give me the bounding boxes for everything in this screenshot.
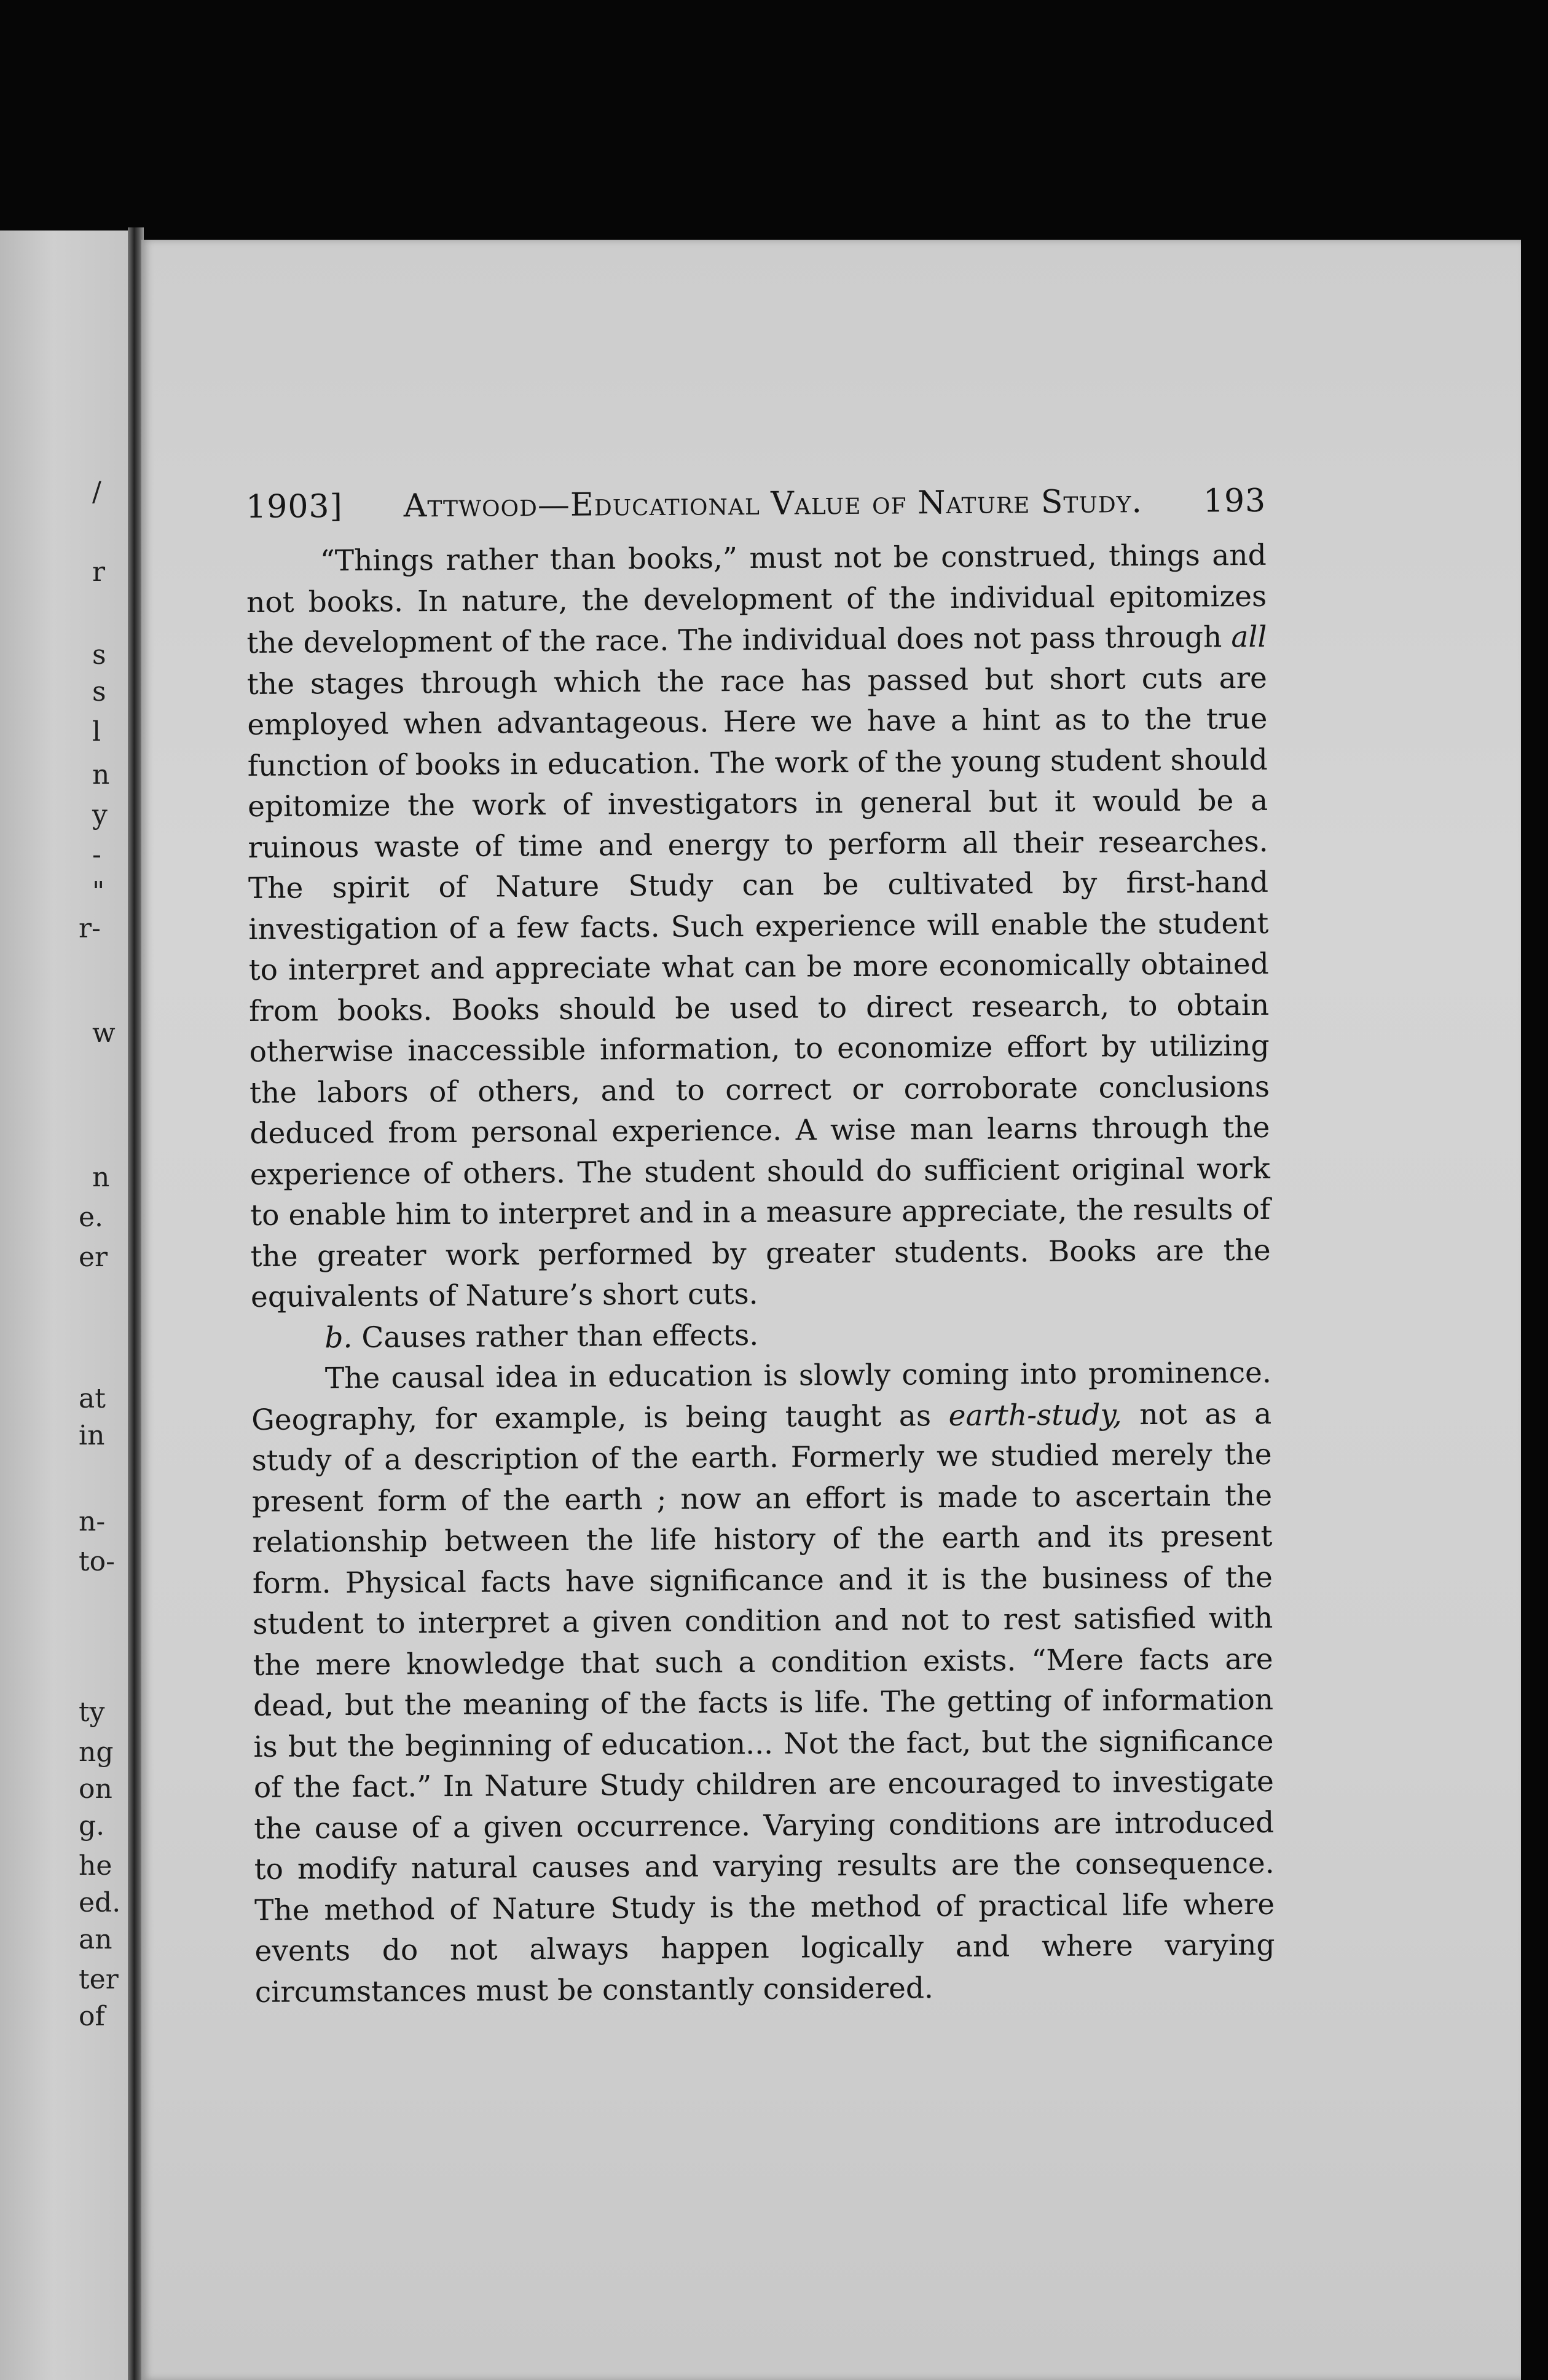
left-page-fragment: n-: [79, 1506, 106, 1537]
left-page-fragment: n: [92, 759, 110, 790]
left-page-fragment: r: [92, 556, 106, 588]
left-facing-page: [0, 231, 134, 2380]
left-page-fragment: y: [92, 799, 108, 830]
left-page-fragment: l: [92, 716, 101, 747]
subheading-letter: b.: [324, 1320, 353, 1355]
left-page-fragment: s: [92, 676, 106, 707]
left-page-fragment: in: [79, 1420, 105, 1451]
left-page-fragment: g.: [79, 1810, 105, 1842]
subheading-text: Causes rather than effects.: [361, 1318, 759, 1355]
paragraph-causes-emphasis: earth-study,: [948, 1397, 1122, 1433]
left-page-fragment: r-: [79, 913, 101, 944]
paragraph-books-emphasis: all: [1231, 620, 1267, 655]
left-page-fragment: ter: [79, 1964, 119, 1995]
left-page-fragment: an: [79, 1924, 112, 1955]
paragraph-causes-rest: not as a study of a description of the earth. Formerly we studied merely the present form of the earth ; now an effort is made to ascertain the relationship between the life history of the earth and its present form. Physical facts have significance and it is the business of the student to interpret a given condition and not to rest satisfied with the mere knowledge that such a condition exists. “Mere facts are dead, but the meaning of the facts is life. The getting of information is but the beginning of education... Not the fact, but the significance of the fact.” In Nature Study children are encouraged to investigate the cause of a given occurrence. Varying conditions are introduced to modify natural causes and varying results are the consequence. The method of Nature Study is the method of practical life where events do not always happen logically and where varying circumstances must be constantly considered.: [251, 1397, 1275, 2009]
left-page-fragment: er: [79, 1242, 108, 1273]
header-title: Attwood—Educational Value of Nature Study.: [403, 483, 1143, 525]
paragraph-causes: [251, 1353, 1275, 2013]
left-page-fragment: ty: [79, 1696, 105, 1728]
left-page-fragment: on: [79, 1773, 112, 1805]
page-number: 193: [1203, 482, 1267, 520]
paragraph-causes-text: The causal idea in education is slowly coming into prominence. Geography, for example, is being taught as: [251, 1355, 1271, 1437]
left-page-fragment: n: [92, 1162, 110, 1193]
left-page-fragment: at: [79, 1383, 106, 1414]
paragraph-books-rest: the stages through which the race has passed but short cuts are employed when advantageous. Here we have a hint as to the true function of books in education. The work of the young student should epitomize the work of investigators in general but it would be a ruinous waste of time and energy to perform all their researches. The spirit of Nature Study can be cultivated by first-hand investigation of a few facts. Such experience will enable the student to interpret and appreciate what can be more economically obtained from books. Books should be used to direct research, to obtain otherwise inaccessible information, to economize effort by utilizing the labors of others, and to correct or corroborate conclusions deduced from personal experience. A wise man learns through the experience of others. The student should do sufficient original work to enable him to interpret and in a measure appreciate, the results of the greater work performed by greater students. Books are the equivalents of Nature’s short cuts.: [246, 661, 1271, 1314]
running-head: [246, 483, 1266, 526]
left-page-fragment: he: [79, 1850, 112, 1882]
left-page-fragment: /: [92, 476, 101, 508]
left-page-fragment: ng: [79, 1736, 114, 1768]
left-page-fragment: -: [92, 839, 101, 870]
left-page-fragment: of: [79, 2001, 105, 2032]
left-page-fragment: s: [92, 639, 106, 671]
left-page-fragment: to-: [79, 1546, 116, 1577]
paragraph-books: [246, 535, 1271, 1318]
paragraph-books-text: “Things rather than books,” must not be construed, things and not books. In nature, the development of the individual epitomizes the development of the race. The individual does not pass through: [246, 538, 1267, 660]
left-page-fragment: ed.: [79, 1887, 121, 1918]
page-text-block: [246, 483, 1275, 2013]
left-page-fragment: ": [92, 876, 105, 907]
left-page-fragment: w: [92, 1017, 116, 1049]
header-year: 1903]: [246, 488, 343, 526]
subheading-causes: [251, 1312, 1271, 1359]
left-page-fragment: e.: [79, 1202, 104, 1233]
